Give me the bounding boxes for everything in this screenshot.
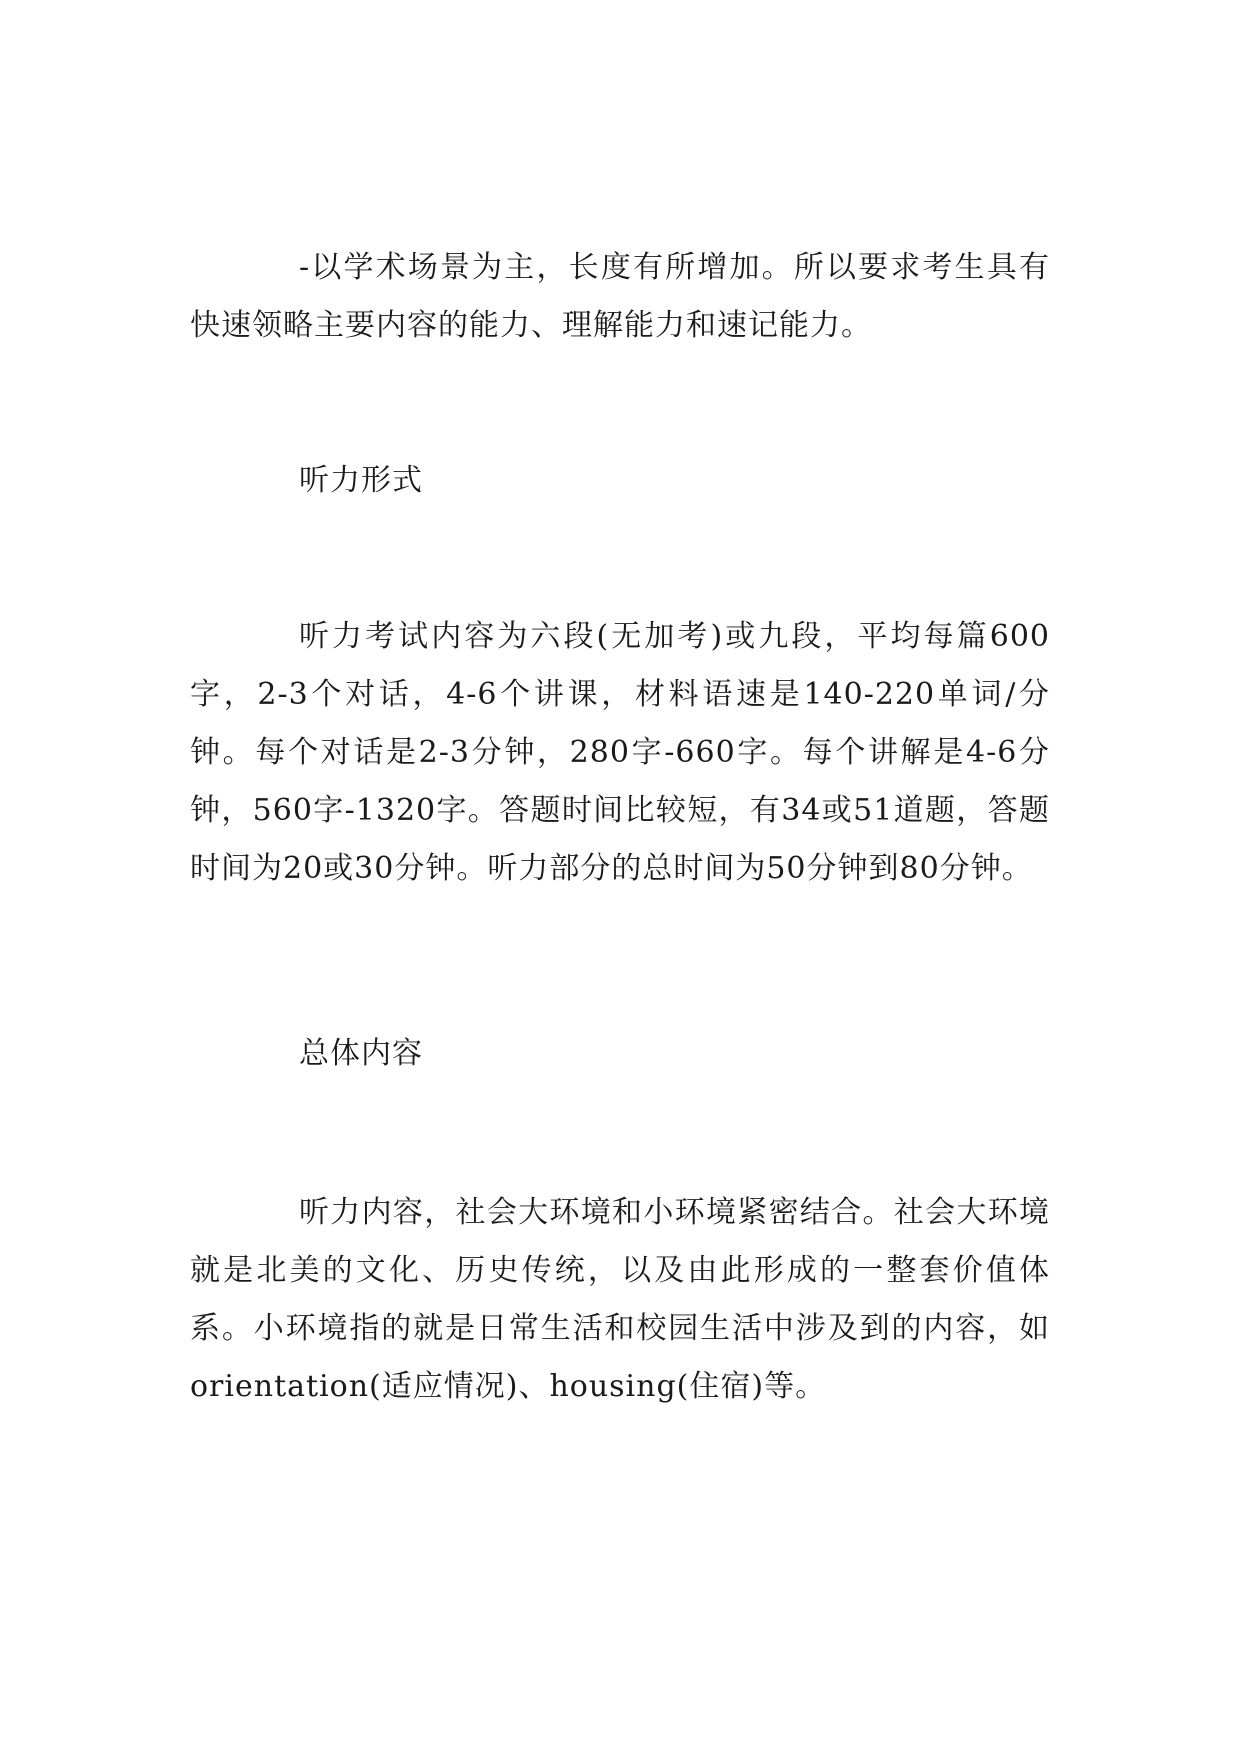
intro-paragraph: -以学术场景为主，长度有所增加。所以要求考生具有快速领略主要内容的能力、理解能力和速记能力。: [190, 250, 1050, 343]
section-heading-listening-format: 听力形式: [299, 463, 423, 498]
section-heading-overall-content: 总体内容: [299, 1036, 423, 1071]
overall-content-paragraph: 听力内容，社会大环境和小环境紧密结合。社会大环境就是北美的文化、历史传统，以及由此形成的一整套价值体系。小环境指的就是日常生活和校园生活中涉及到的内容，如orientation(适应情况)、housing(住宿)等。: [190, 1195, 1050, 1404]
listening-format-paragraph: 听力考试内容为六段(无加考)或九段，平均每篇600字，2-3个对话，4-6个讲课，材料语速是140-220单词/分钟。每个对话是2-3分钟，280字-660字。每个讲解是4-6分钟，560字-1320字。答题时间比较短，有34或51道题，答题时间为20或30分钟。听力部分的总时间为50分钟到80分钟。: [190, 619, 1050, 886]
